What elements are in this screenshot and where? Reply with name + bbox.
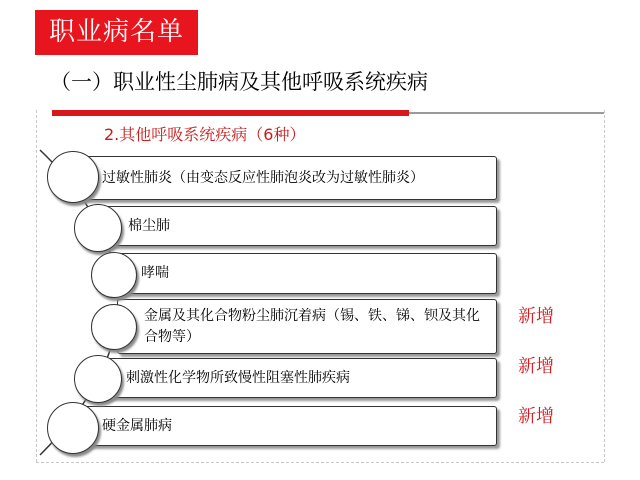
frame-left-guide [36,110,37,462]
disease-item-5 [101,358,497,398]
section-label: 2.其他呼吸系统疾病（6种） [104,125,306,144]
bullet-circle-4 [91,304,137,350]
bullet-circle-1 [47,151,99,203]
title-rule-gray [409,112,604,114]
new-badge-5: 新增 [518,356,554,377]
bullet-circle-6 [47,402,99,454]
disease-item-label: 硬金属肺病 [102,417,172,434]
bullet-circle-3 [91,252,137,298]
disease-item-4 [117,299,497,354]
disease-item-2 [101,206,497,246]
title-rule-red [52,110,409,116]
disease-item-label: 刺激性化学物所致慢性阻塞性肺疾病 [126,369,350,386]
bullet-circle-5 [74,355,122,403]
disease-item-6 [73,406,497,446]
page-title: 职业病名单 [35,10,198,55]
frame-bottom-guide [36,462,604,463]
page-subtitle: （一）职业性尘肺病及其他呼吸系统疾病 [50,70,428,94]
disease-item-label: 哮喘 [141,265,169,281]
disease-item-1 [73,156,497,200]
bullet-circle-2 [74,204,122,252]
disease-item-label: 金属及其化合物粉尘肺沉着病（锡、铁、锑、钡及其化合物等） [144,307,480,345]
disease-item-label: 棉尘肺 [128,217,170,234]
new-badge-6: 新增 [518,406,554,427]
disease-item-3 [117,253,497,294]
disease-item-label: 过敏性肺炎（由变态反应性肺泡炎改为过敏性肺炎） [102,169,424,186]
new-badge-4: 新增 [518,306,554,327]
frame-right-guide [604,110,605,462]
